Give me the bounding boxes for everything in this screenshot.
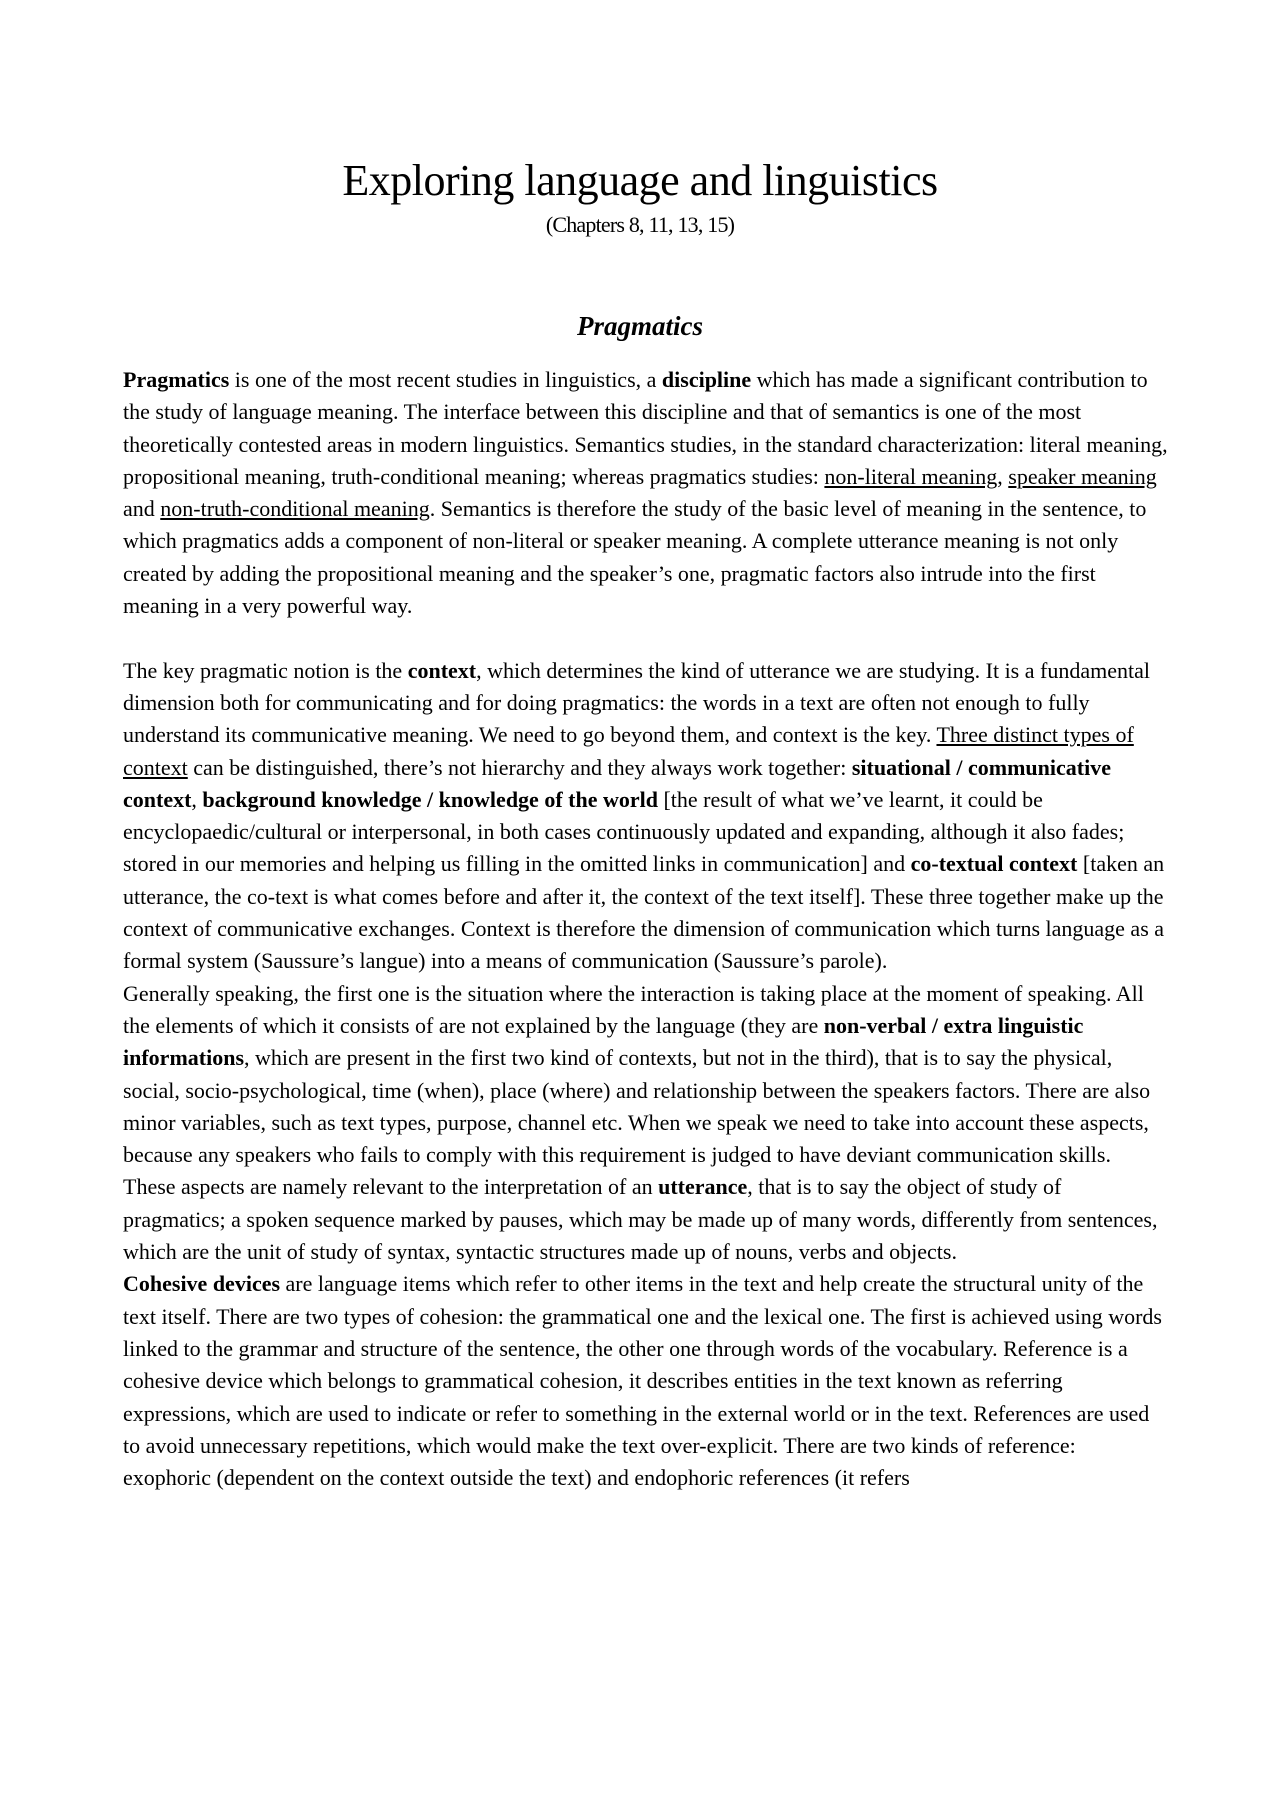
text-run: The key pragmatic notion is the (123, 657, 408, 683)
text-run: , which are present in the first two kind of contexts, but not in the third), that is to say the physical, social, socio-psychological, time (when), place (where) and relationship between the speakers factors. There are also minor variables, such as text types, purpose, channel etc. When we speak we need to take into account these aspects, because any speakers who fails to comply with this requirement is judged to have deviant communication skills. These aspects are namely relevant to the interpretation of an (123, 1045, 1151, 1200)
text-run: , (997, 463, 1009, 489)
body-text (123, 364, 1168, 1494)
bold-term: utterance (658, 1174, 748, 1200)
bold-term: non-verbal / extra linguistic informations (123, 1012, 1084, 1071)
underlined-term: Three distinct types of context (123, 722, 1134, 780)
paragraph-context (123, 655, 1168, 978)
document-title: Exploring language and linguistics (342, 156, 938, 205)
underlined-term: non-literal meaning (824, 463, 998, 489)
text-run: which has made a significant contribution to the study of language meaning. The interface between this discipline and that of semantics is one of the most theoretically contested areas in modern linguistics. Semantics studies, in the standard characterization: literal meaning, propositional meaning, truth-conditional meaning; whereas pragmatics studies: (123, 367, 1168, 489)
bold-term: Cohesive devices (123, 1271, 281, 1297)
paragraph-pragmatics-intro (123, 364, 1168, 622)
section-heading: Pragmatics (577, 311, 703, 341)
underlined-term: speaker meaning (1008, 463, 1157, 489)
text-run: , which determines the kind of utterance we are studying. It is a fundamental dimension both for communicating and for doing pragmatics: the words in a text are often not enough to fully understand its communicative meaning. We need to go beyond them, and context is the key. (123, 657, 1150, 748)
underlined-term: non-truth-conditional meaning (160, 496, 430, 522)
bold-term: background knowledge / knowledge of the world (202, 786, 658, 812)
text-run: , that is to say the object of study of pragmatics; a spoken sequence marked by pauses, which may be made up of many words, differently from sentences, which are the unit of study of syntax, syntactic structures made up of nouns, verbs and objects. (123, 1174, 1158, 1265)
text-run: [the result of what we’ve learnt, it could be encyclopaedic/cultural or interpersonal, in both cases continuously updated and expanding, although it also fades; stored in our memories and helping us filling in the omitted links in communication] and (123, 786, 1125, 877)
bold-term: situational / communicative context (123, 754, 1111, 812)
paragraph-cohesive-devices (123, 1268, 1168, 1494)
text-run: are language items which refer to other items in the text and help create the structural unity of the text itself. There are two types of cohesion: the grammatical one and the lexical one. The first is achieved using words linked to the grammar and structure of the sentence, the other one through words of the vocabulary. Reference is a cohesive device which belongs to grammatical cohesion, it describes entities in the text known as referring expressions, which are used to indicate or refer to something in the external world or in the text. References are used to avoid unnecessary repetitions, which would make the text over-explicit. There are two kinds of reference: exophoric (dependent on the context outside the text) and endophoric references (it refers (123, 1271, 1162, 1491)
bold-term: discipline (661, 367, 752, 392)
text-run: [taken an utterance, the co-text is what comes before and after it, the context of the text itself]. These three together make up the context of communicative exchanges. Context is therefore the dimension of communication which turns language as a formal system (Saussure’s langue) into a means of communication (Saussure’s parole). (123, 851, 1165, 974)
bold-term: context (407, 657, 477, 683)
text-run: and (123, 496, 161, 522)
paragraph-situational-context (123, 978, 1168, 1269)
text-run: . Semantics is therefore the study of the basic level of meaning in the sentence, to which pragmatics adds a component of non-literal or speaker meaning. A complete utterance meaning is not only created by adding the propositional meaning and the speaker’s one, pragmatic factors also intrude into the first meaning in a very powerful way. (123, 496, 1147, 619)
document-subtitle: (Chapters 8, 11, 13, 15) (545, 212, 735, 237)
text-run: can be distinguished, there’s not hierarchy and they always work together: (187, 754, 852, 780)
bold-term: Pragmatics (123, 367, 230, 392)
text-run: , (191, 786, 203, 812)
bold-term: co-textual context (910, 851, 1078, 877)
text-run: Generally speaking, the first one is the situation where the interaction is taking place at the moment of speaking. All the elements of which it consists of are not explained by the language (they are (123, 980, 1144, 1038)
text-run: is one of the most recent studies in linguistics, a (229, 367, 662, 392)
